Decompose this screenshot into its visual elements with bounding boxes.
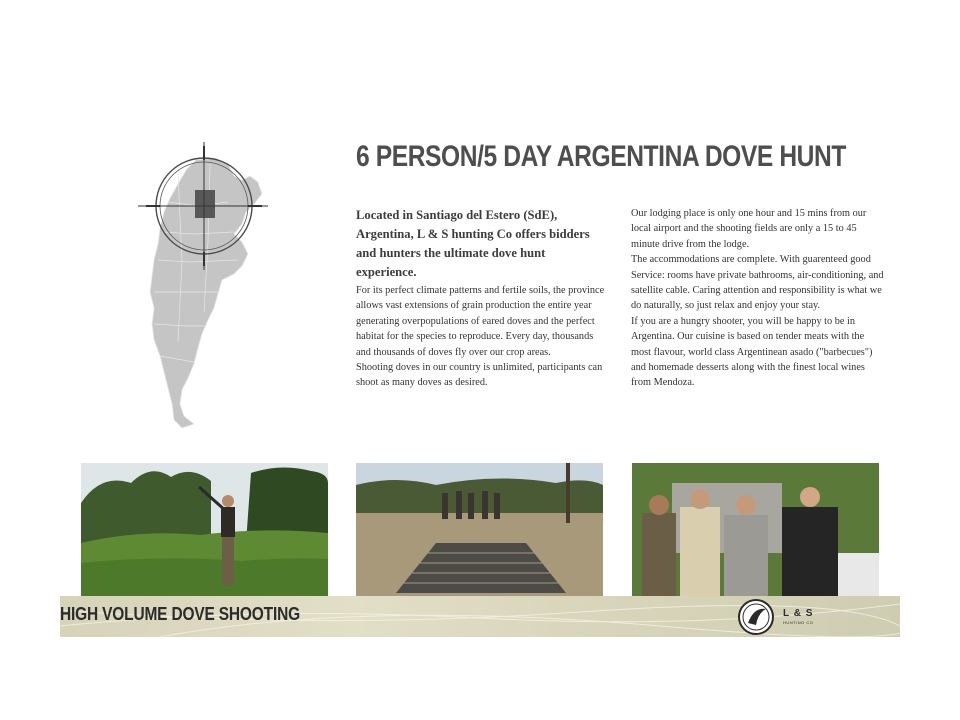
page-title: 6 PERSON/5 DAY ARGENTINA DOVE HUNT <box>356 140 847 173</box>
lead-paragraph: Located in Santiago del Estero (SdE), Argentina, L & S hunting Co offers bidders and hunters the ultimate dove hunt experience. <box>356 208 590 279</box>
logo-text: L & S <box>783 608 814 619</box>
accommodations-paragraph: The accommodations are complete. With guarenteed good Service: rooms have private bathrooms, air-conditioning, and satellite cable. Caring attention and responsibility is what we do naturally, so just relax and enjoy your stay. <box>631 254 884 312</box>
cuisine-paragraph: If you are a hungry shooter, you will be happy to be in Argentina. Our cuisine is based on tender meats with the most flavour, world class Argentinean asado ("barbecues") and homemade desserts along with the finest local wines from Mendoza. <box>631 315 873 389</box>
santiago-del-estero-highlight <box>195 190 215 218</box>
unlimited-paragraph: Shooting doves in our country is unlimited, participants can shoot as many doves as desired. <box>356 362 603 389</box>
photo-hunter-shooting <box>81 463 328 596</box>
banner-title: HIGH VOLUME DOVE SHOOTING <box>60 604 300 624</box>
climate-paragraph: For its perfect climate patterns and fertile soils, the province allows vast extensions of grain production the entire year generating overpopulations of eared doves and the perfect habitat for the species to reproduce. Every day, thousands and thousands of doves fly over our crop areas. <box>356 285 605 358</box>
photo-dove-harvest <box>356 463 603 596</box>
lodging-paragraph: Our lodging place is only one hour and 15 mins from our local airport and the shooting fields are only a 15 to 45 minute drive from the lodge. <box>631 208 867 250</box>
ls-logo-icon <box>736 597 780 637</box>
photo-hunting-group <box>632 463 879 596</box>
argentina-map-crosshair <box>138 142 270 432</box>
right-text-column <box>631 206 885 391</box>
logo-subtext: HUNTING CO <box>783 620 814 625</box>
left-text-column <box>356 206 608 391</box>
